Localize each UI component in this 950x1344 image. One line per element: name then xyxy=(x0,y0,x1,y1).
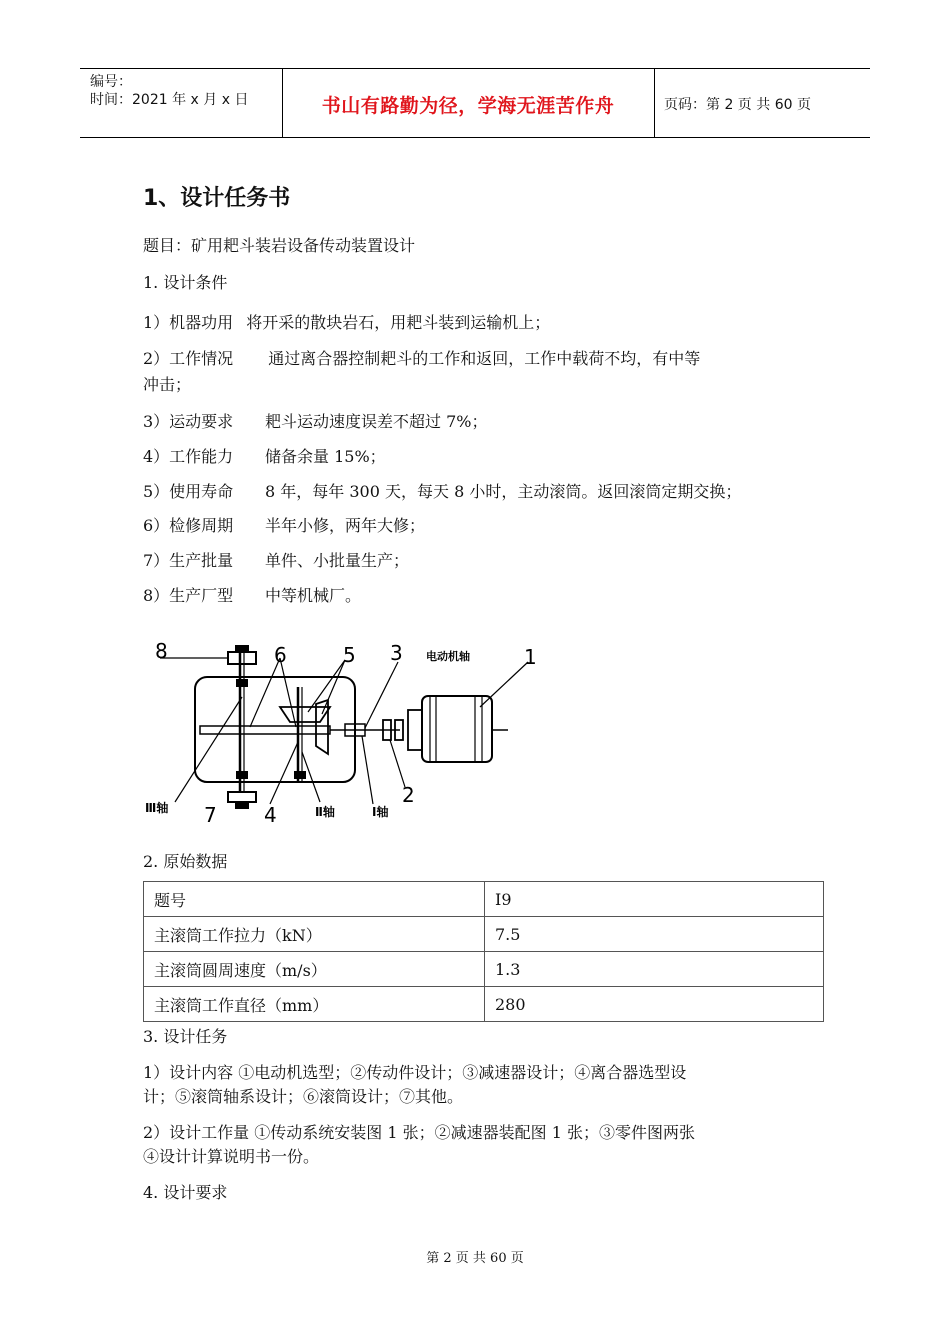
table-cell: 280 xyxy=(485,987,824,1022)
condition-value: 中等机械厂。 xyxy=(265,586,362,605)
label-shaft-2: Ⅱ轴 xyxy=(315,805,335,819)
label-7: 7 xyxy=(204,803,217,827)
task-item-1-line2: 计；⑤滚筒轴系设计；⑥滚筒设计；⑦其他。 xyxy=(143,1087,464,1106)
tasks-title: 3. 设计任务 xyxy=(143,1027,228,1046)
label-shaft-1: Ⅰ轴 xyxy=(372,805,389,819)
table-cell: 题号 xyxy=(144,882,485,917)
condition-item xyxy=(143,346,700,369)
section-title: 1、设计任务书 xyxy=(143,186,291,211)
time-label: 时间：2021 年 x 月 x 日 xyxy=(90,92,249,108)
page-info: 页码：第 2 页 共 60 页 xyxy=(664,97,811,113)
condition-value: 储备余量 15%； xyxy=(265,447,386,466)
condition-cont: 冲击； xyxy=(143,375,192,394)
condition-item xyxy=(143,409,487,432)
label-1: 1 xyxy=(524,645,537,669)
table-row xyxy=(144,882,824,917)
task-item-1-line1: 1）设计内容 ①电动机选型；②传动件设计；③减速器设计；④离合器选型设 xyxy=(143,1063,687,1082)
condition-key: 3）运动要求 xyxy=(143,412,234,431)
label-6: 6 xyxy=(274,643,287,667)
table-cell: 主滚筒工作直径（mm） xyxy=(144,987,485,1022)
label-5: 5 xyxy=(343,643,356,667)
serial-label: 编号： xyxy=(90,74,132,90)
task-item-2-line2: ④设计计算说明书一份。 xyxy=(143,1147,320,1166)
header-meta-cell xyxy=(80,69,283,137)
table-row xyxy=(144,952,824,987)
label-3: 3 xyxy=(390,641,403,665)
label-shaft-3: Ⅲ轴 xyxy=(145,801,169,815)
condition-item xyxy=(143,583,361,606)
raw-data-table xyxy=(143,881,824,1022)
table-cell: I9 xyxy=(485,882,824,917)
condition-value: 单件、小批量生产； xyxy=(265,551,410,570)
header-page-cell xyxy=(654,69,870,137)
table-row xyxy=(144,917,824,952)
condition-item xyxy=(143,513,425,536)
condition-item xyxy=(143,444,386,467)
table-cell: 7.5 xyxy=(485,917,824,952)
condition-key: 5）使用寿命 xyxy=(143,482,234,501)
raw-data-title: 2. 原始数据 xyxy=(143,852,228,871)
condition-key: 7）生产批量 xyxy=(143,551,234,570)
table-cell: 主滚筒圆周速度（m/s） xyxy=(144,952,485,987)
condition-key: 1）机器功用 xyxy=(143,313,234,332)
page-header xyxy=(80,68,870,138)
condition-key: 2）工作情况 xyxy=(143,349,234,368)
transmission-diagram xyxy=(140,632,550,832)
page-footer: 第 2 页 共 60 页 xyxy=(426,1251,524,1266)
requirements-title: 4. 设计要求 xyxy=(143,1183,228,1202)
table-row xyxy=(144,987,824,1022)
label-4: 4 xyxy=(264,803,277,827)
condition-item xyxy=(143,548,409,571)
condition-key: 8）生产厂型 xyxy=(143,586,234,605)
condition-value: 半年小修，两年大修； xyxy=(265,516,426,535)
condition-item xyxy=(143,479,741,502)
topic-line: 题目：矿用耙斗装岩设备传动装置设计 xyxy=(143,236,416,255)
motto: 书山有路勤为径，学海无涯苦作舟 xyxy=(321,95,615,117)
label-8: 8 xyxy=(155,639,168,663)
table-cell: 1.3 xyxy=(485,952,824,987)
condition-key: 6）检修周期 xyxy=(143,516,234,535)
condition-value: 8 年，每年 300 天，每天 8 小时，主动滚筒。返回滚筒定期交换； xyxy=(265,482,742,501)
label-motor-shaft: 电动机轴 xyxy=(426,650,470,663)
task-item-2-line1: 2）设计工作量 ①传动系统安装图 1 张；②减速器装配图 1 张；③零件图两张 xyxy=(143,1123,695,1142)
table-cell: 主滚筒工作拉力（kN） xyxy=(144,917,485,952)
condition-value: 通过离合器控制耙斗的工作和返回，工作中载荷不均，有中等 xyxy=(268,349,701,368)
condition-value: 将开采的散块岩石，用耙斗装到运输机上； xyxy=(246,313,551,332)
condition-value: 耙斗运动速度误差不超过 7%； xyxy=(265,412,488,431)
header-motto-cell xyxy=(282,69,655,137)
conditions-title: 1. 设计条件 xyxy=(143,273,228,292)
condition-key: 4）工作能力 xyxy=(143,447,234,466)
condition-item xyxy=(143,310,550,333)
label-2: 2 xyxy=(402,783,415,807)
